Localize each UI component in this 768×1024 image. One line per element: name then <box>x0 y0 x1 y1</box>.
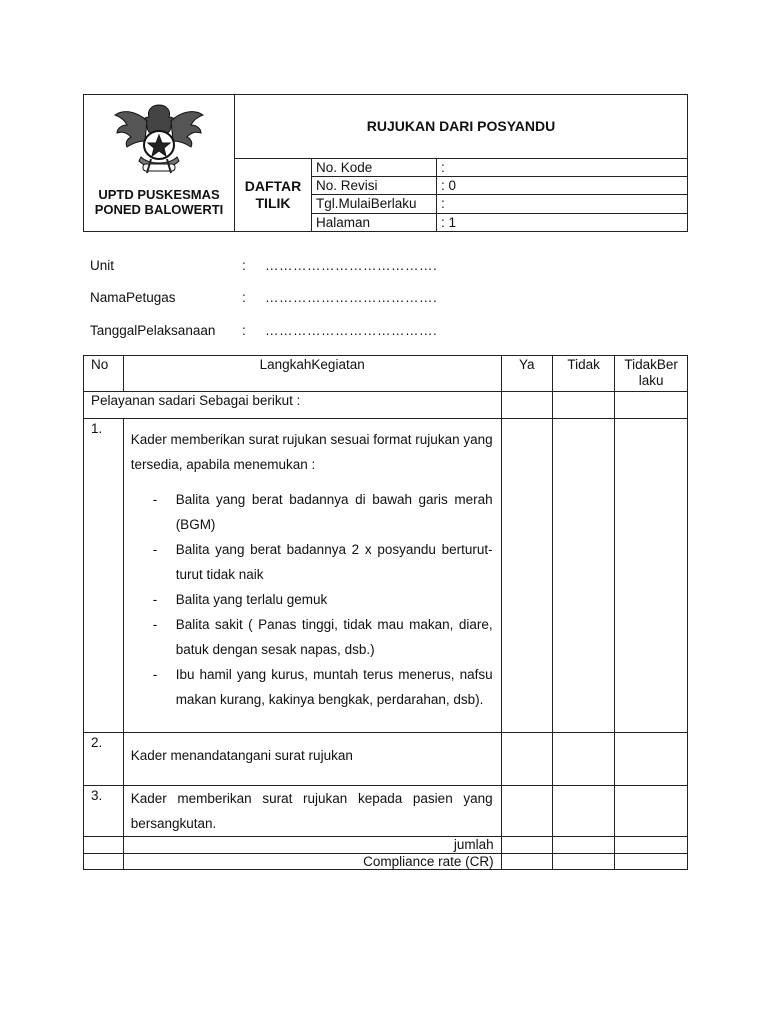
check-cell-tidak[interactable] <box>552 733 614 786</box>
table-row <box>84 419 688 733</box>
section-title: Pelayanan sadari Sebagai berikut : <box>84 392 502 419</box>
check-cell-tidak[interactable] <box>552 419 614 733</box>
compliance-tidak-berlaku[interactable] <box>615 854 688 870</box>
info-value-field[interactable]: ………………………………. <box>265 290 438 305</box>
check-cell-tidak-berlaku[interactable] <box>615 392 688 419</box>
compliance-ya[interactable] <box>501 854 552 870</box>
header-tidak-berlaku <box>615 356 688 392</box>
criteria-list <box>131 487 493 712</box>
info-value-field[interactable]: ………………………………. <box>265 323 438 338</box>
info-value-field[interactable]: ………………………………. <box>265 258 438 273</box>
meta-key-kode: No. Kode <box>312 158 437 176</box>
row-number: 3. <box>84 786 124 837</box>
logo-cell <box>84 95 235 232</box>
compliance-tidak[interactable] <box>552 854 614 870</box>
info-colon: : <box>242 290 246 305</box>
meta-value-tgl: : <box>437 195 688 213</box>
check-cell-tidak-berlaku[interactable] <box>615 419 688 733</box>
info-colon: : <box>242 258 246 273</box>
list-item: - Balita yang berat badannya 2 x posyandu berturut-turut tidak naik <box>152 542 493 582</box>
check-cell-tidak[interactable] <box>552 786 614 837</box>
check-cell-ya[interactable] <box>501 733 552 786</box>
org-name-line2: PONED BALOWERTI <box>94 202 224 217</box>
list-item: - Balita sakit ( Panas tinggi, tidak mau makan, diare, batuk dengan sesak napas, dsb.) <box>152 617 493 657</box>
check-cell-tidak-berlaku[interactable] <box>615 733 688 786</box>
check-cell-tidak-berlaku[interactable] <box>615 786 688 837</box>
check-cell-ya[interactable] <box>501 392 552 419</box>
header-no: No <box>84 356 124 392</box>
header-activity: LangkahKegiatan <box>123 356 501 392</box>
row-number: 1. <box>84 419 124 733</box>
empty-cell <box>84 854 124 870</box>
list-item: - Ibu hamil yang kurus, muntah terus menerus, nafsu makan kurang, kakinya bengkak, perdarahan, dsb). <box>152 667 493 707</box>
meta-value-revisi: : 0 <box>437 177 688 195</box>
info-colon: : <box>242 323 246 338</box>
meta-key-halaman: Halaman <box>312 213 437 231</box>
row-number: 2. <box>84 733 124 786</box>
list-item: - Balita yang berat badannya di bawah garis merah (BGM) <box>152 492 493 532</box>
info-label: TanggalPelaksanaan <box>90 323 216 338</box>
jumlah-tidak-berlaku[interactable] <box>615 837 688 854</box>
info-label: Unit <box>90 258 115 273</box>
meta-value-kode: : <box>437 158 688 176</box>
garuda-emblem-icon <box>111 99 207 175</box>
document-header <box>83 94 688 232</box>
activity-cell <box>123 733 501 786</box>
check-cell-tidak[interactable] <box>552 392 614 419</box>
meta-key-revisi: No. Revisi <box>312 177 437 195</box>
activity-cell <box>123 786 501 837</box>
header-ya: Ya <box>501 356 552 392</box>
table-header-row <box>84 356 688 392</box>
info-label: NamaPetugas <box>90 290 176 305</box>
header-tidak-berlaku-line2: laku <box>638 373 664 388</box>
compliance-row <box>84 854 688 870</box>
checklist-table <box>83 355 688 870</box>
meta-value-halaman: : 1 <box>437 213 688 231</box>
check-cell-ya[interactable] <box>501 786 552 837</box>
empty-cell <box>84 837 124 854</box>
jumlah-label: jumlah <box>123 837 501 854</box>
list-item: - Balita yang terlalu gemuk <box>152 592 328 607</box>
jumlah-row <box>84 837 688 854</box>
jumlah-tidak[interactable] <box>552 837 614 854</box>
activity-text: Kader menandatangani surat rujukan <box>130 748 353 763</box>
header-tidak-berlaku-line1: TidakBer <box>624 357 678 372</box>
daftar-label: DAFTAR <box>244 177 302 194</box>
activity-cell <box>123 419 501 733</box>
activity-text: Kader memberikan surat rujukan kepada pasien yang bersangkutan. <box>130 791 493 831</box>
activity-text: Kader memberikan surat rujukan sesuai format rujukan yang tersedia, apabila menemukan : <box>130 432 493 472</box>
check-cell-ya[interactable] <box>501 419 552 733</box>
table-row <box>84 786 688 837</box>
header-tidak: Tidak <box>552 356 614 392</box>
meta-key-tgl: Tgl.MulaiBerlaku <box>312 195 437 213</box>
daftar-tilik-cell <box>235 158 312 231</box>
org-name-line1: UPTD PUSKESMAS <box>98 187 220 202</box>
tilik-label: TILIK <box>255 194 291 211</box>
document-title: RUJUKAN DARI POSYANDU <box>235 95 688 159</box>
section-row <box>84 392 688 419</box>
table-row <box>84 733 688 786</box>
compliance-label: Compliance rate (CR) <box>123 854 501 870</box>
jumlah-ya[interactable] <box>501 837 552 854</box>
